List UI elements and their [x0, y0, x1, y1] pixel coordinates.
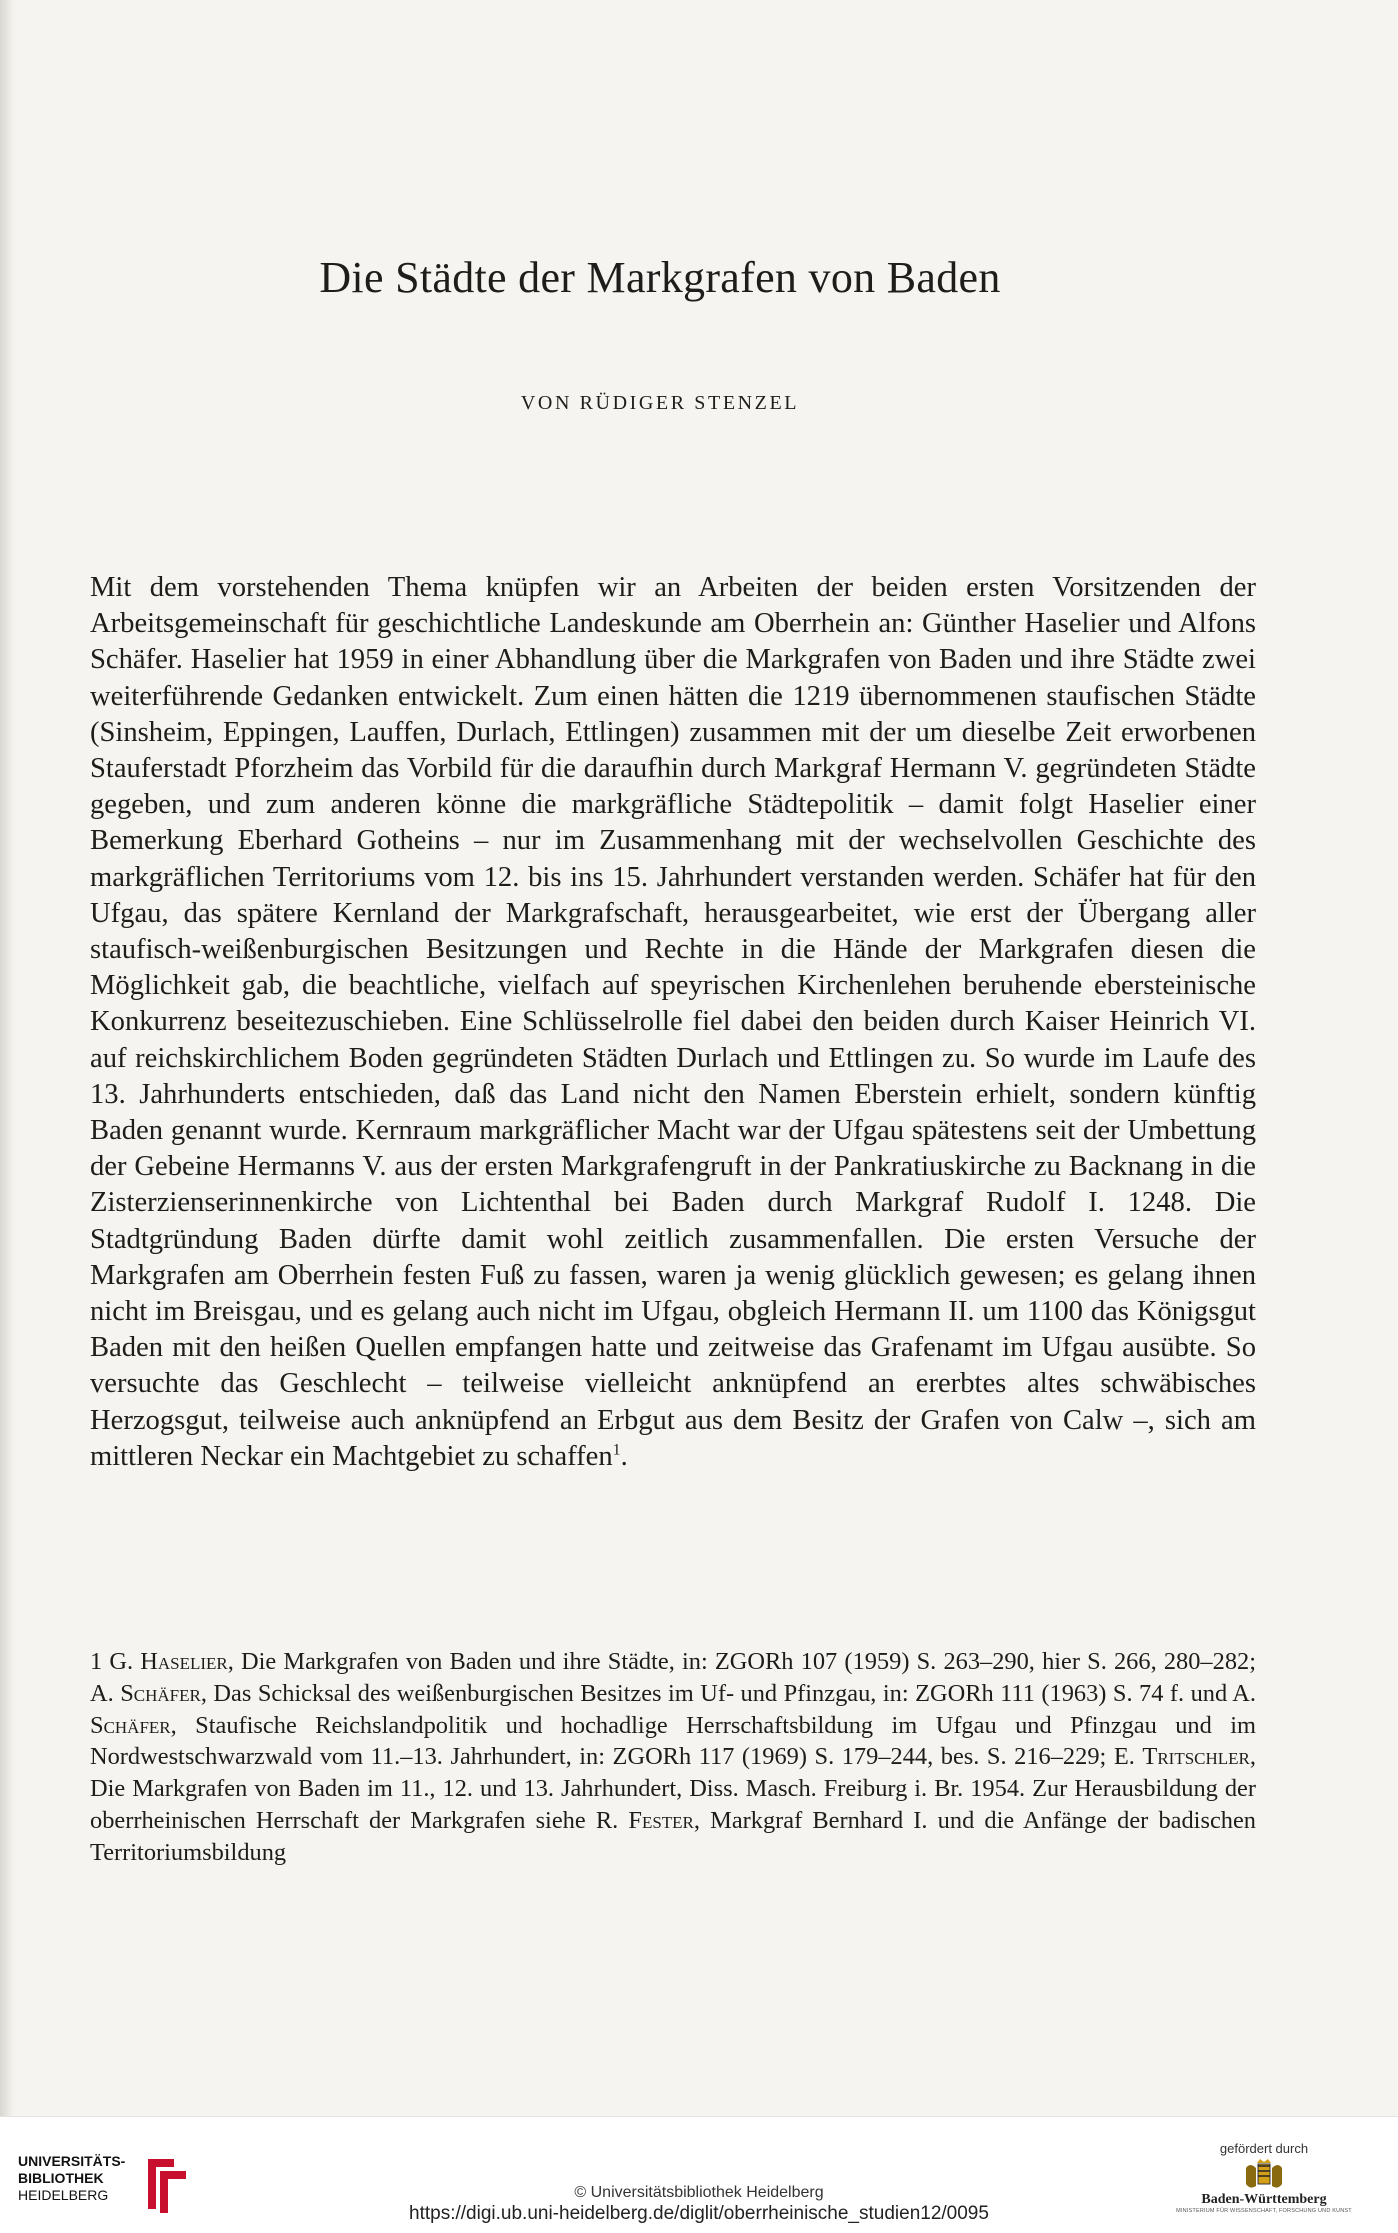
footnote-text: , Markgraf Bernhard I. und die Anfänge der badischen Territoriumsbildung: [90, 1806, 1256, 1866]
body-end: .: [620, 1440, 628, 1472]
article-author: VON RÜDIGER STENZEL: [520, 392, 800, 414]
footnote-reference[interactable]: 1: [612, 1441, 621, 1459]
footnote-text: , Staufische Reichslandpolitik und hochadlige Herrschaftsbildung im Ufgau und Pfinzgau und im Nordwestschwarzwald vom 11.–13. Jahrhundert, in: ZGORh 117 (1969) S. 179–244, bes. S. 216–229; E.: [90, 1711, 1256, 1771]
footnote: [90, 1646, 1256, 1869]
sponsor-name: Baden-Württemberg: [1201, 2192, 1327, 2207]
footnote-number: 1: [90, 1648, 103, 1675]
library-name-line: HEIDELBERG: [18, 2187, 109, 2203]
footnote-text: , Die Markgrafen von Baden und ihre Städte, in: ZGORh 107 (1959) S. 263–290, hier S. 266, 280–282; A.: [90, 1648, 1256, 1707]
article-body: [90, 570, 1256, 1475]
footnote-text: , Die Markgrafen von Baden im 11., 12. und 13. Jahrhundert, Diss. Masch. Freiburg i. Br. 1954. Zur Herausbildung der oberrheinischen Herrschaft der Markgrafen siehe R.: [90, 1743, 1256, 1834]
library-name-line: UNIVERSITÄTS-: [18, 2153, 126, 2169]
author-name: Schäfer: [120, 1679, 201, 1707]
author-name: Fester: [628, 1806, 694, 1834]
viewer-footer: [0, 2116, 1398, 2233]
coat-of-arms-icon: [1242, 2158, 1286, 2192]
funded-by-label: gefördert durch: [1219, 2141, 1309, 2156]
article-title: Die Städte der Markgrafen von Baden: [319, 253, 1001, 302]
sponsor-ministry: MINISTERIUM FÜR WISSENSCHAFT, FORSCHUNG UND KUNST: [1176, 2208, 1352, 2214]
library-name-line: BIBLIOTHEK: [18, 2170, 104, 2186]
footnote-text: , Das Schicksal des weißenburgischen Besitzes im Uf- und Pfinzgau, in: ZGORh 111 (1963) S. 74 f. und A.: [200, 1679, 1256, 1707]
page-edge-shadow: [0, 0, 14, 2120]
footnote-text: G.: [109, 1648, 134, 1675]
author-name: Haselier: [140, 1648, 228, 1675]
body-paragraph: Mit dem vorstehenden Thema knüpfen wir an Arbeiten der beiden ersten Vorsitzenden der Arbeitsgemeinschaft für geschichtliche Landeskunde am Oberrhein an: Günther Haselier und Alfons Schäfer. Haselier hat 1959 in einer Abhandlung über die Markgrafen von Baden und ihre Städte zwei weiterführende Gedanken entwickelt. Zum einen hätten die 1219 übernommenen staufischen Städte (Sinsheim, Eppingen, Lauffen, Durlach, Ettlingen) zusammen mit der um dieselbe Zeit erworbenen Stauferstadt Pforzheim das Vorbild für die daraufhin durch Markgraf Hermann V. gegründeten Städte gegeben, und zum anderen könne die markgräfliche Städtepolitik – damit folgt Haselier einer Bemerkung Eberhard Gotheins – nur im Zusammenhang mit der wechselvollen Geschichte des markgräflichen Territoriums vom 12. bis ins 15. Jahrhundert verstanden werden. Schäfer hat für den Ufgau, das spätere Kernland der Markgrafschaft, herausgearbeitet, wie erst der Übergang aller staufisch-weißenburgischen Besitzungen und Rechte in die Hände der Markgrafen diesen die Möglichkeit gab, die beachtliche, vielfach auf speyrischen Kirchenlehen beruhende ebersteinische Konkurrenz beseitezuschieben. Eine Schlüsselrolle fiel dabei den beiden durch Kaiser Heinrich VI. auf reichskirchlichem Boden gegründeten Städten Durlach und Ettlingen zu. So wurde im Laufe des 13. Jahrhunderts entschieden, daß das Land nicht den Namen Eberstein erhielt, sondern künftig Baden genannt wurde. Kernraum markgräflicher Macht war der Ufgau spätestens seit der Umbettung der Gebeine Hermanns V. aus der ersten Markgrafengruft in der Pankratiuskirche zu Backnang in die Zisterzienserinnenkirche von Lichtenthal bei Baden durch Markgraf Rudolf I. 1248. Die Stadtgründung Baden dürfte damit wohl zeitlich zusammenfallen. Die ersten Versuche der Markgrafen am Oberrhein festen Fuß zu fassen, waren ja wenig glücklich gewesen; es gelang ihnen nicht im Breisgau, und es gelang auch nicht im Ufgau, obgleich Hermann II. um 1100 das Königsgut Baden mit den heißen Quellen empfangen hatte und zeitweise das Grafenamt im Ufgau ausübte. So versuchte das Geschlecht – teilweise vielleicht anknüpfend an ererbtes altes schwäbisches Herzogsgut, teilweise auch anknüpfend an Erbgut aus dem Besitz der Grafen von Calw –, sich am mittleren Neckar ein Machtgebiet zu schaffen: [90, 572, 1256, 1472]
author-name: Schäfer: [90, 1711, 171, 1739]
copyright-notice: © Universitätsbibliothek Heidelberg: [574, 2184, 824, 2201]
sponsor-logo[interactable]: [1164, 2141, 1364, 2231]
author-name: Tritschler: [1142, 1743, 1250, 1771]
page-url-link[interactable]: https://digi.ub.uni-heidelberg.de/diglit/oberrheinische_studien12/0095: [409, 2203, 989, 2224]
